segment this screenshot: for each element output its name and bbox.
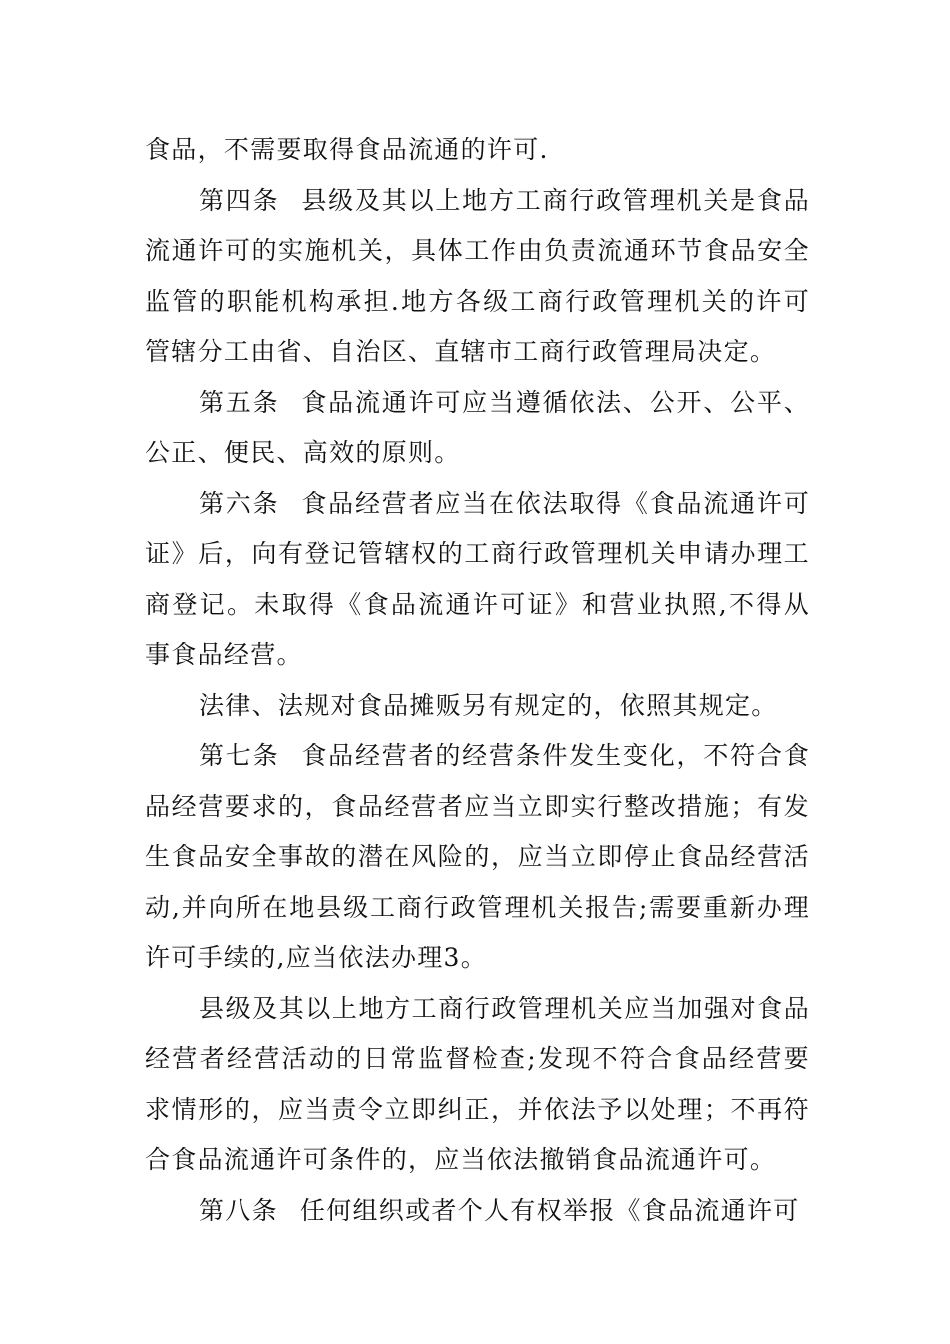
paragraph-article-5 <box>145 378 810 479</box>
paragraph-article-6 <box>145 479 810 681</box>
paragraph-article-4 <box>145 176 810 378</box>
paragraph-article-8 <box>145 1186 810 1237</box>
paragraph-1 <box>145 125 810 176</box>
article-number: 第六条 <box>199 488 280 518</box>
article-number: 第七条 <box>199 741 280 770</box>
article-number: 第四条 <box>199 185 280 215</box>
paragraph-article-7-clause <box>145 984 810 1186</box>
paragraph-text: 食品经营者应当在依法取得《食品流通许可证》后，向有登记管辖权的工商行政管理机关申请办理工商登记。未取得《食品流通许可证》和营业执照,不得从事食品经营。 <box>145 488 810 669</box>
paragraph-text: 食品流通许可应当遵循依法、公开、公平、公正、便民、高效的原则。 <box>145 387 810 467</box>
paragraph-text: 县级及其以上地方工商行政管理机关应当加强对食品经营者经营活动的日常监督检查;发现不符合食品经营要求情形的，应当责令立即纠正，并依法予以处理；不再符合食品流通许可条件的，应当依法撤销食品流通许可。 <box>145 993 810 1174</box>
paragraph-text: 食品，不需要取得食品流通的许可. <box>145 135 549 164</box>
paragraph-text: 法律、法规对食品摊贩另有规定的，依照其规定。 <box>199 690 778 720</box>
paragraph-text: 任何组织或者个人有权举报《食品流通许可 <box>299 1195 800 1225</box>
article-number: 第八条 <box>199 1195 278 1225</box>
paragraph-article-7 <box>145 731 810 984</box>
paragraph-text: 县级及其以上地方工商行政管理机关是食品流通许可的实施机关，具体工作由负责流通环节食品安全监管的职能机构承担.地方各级工商行政管理机关的许可管辖分工由省、自治区、直辖市工商行政管理局决定。 <box>145 185 810 366</box>
paragraph-text: 食品经营者的经营条件发生变化，不符合食品经营要求的，食品经营者应当立即实行整改措施；有发生食品安全事故的潜在风险的，应当立即停止食品经营活动,并向所在地县级工商行政管理机关报告;需要重新办理许可手续的,应当依法办理3。 <box>145 741 810 972</box>
article-number: 第五条 <box>199 387 280 417</box>
paragraph-article-6-clause <box>145 681 810 732</box>
document-body <box>145 125 810 1236</box>
